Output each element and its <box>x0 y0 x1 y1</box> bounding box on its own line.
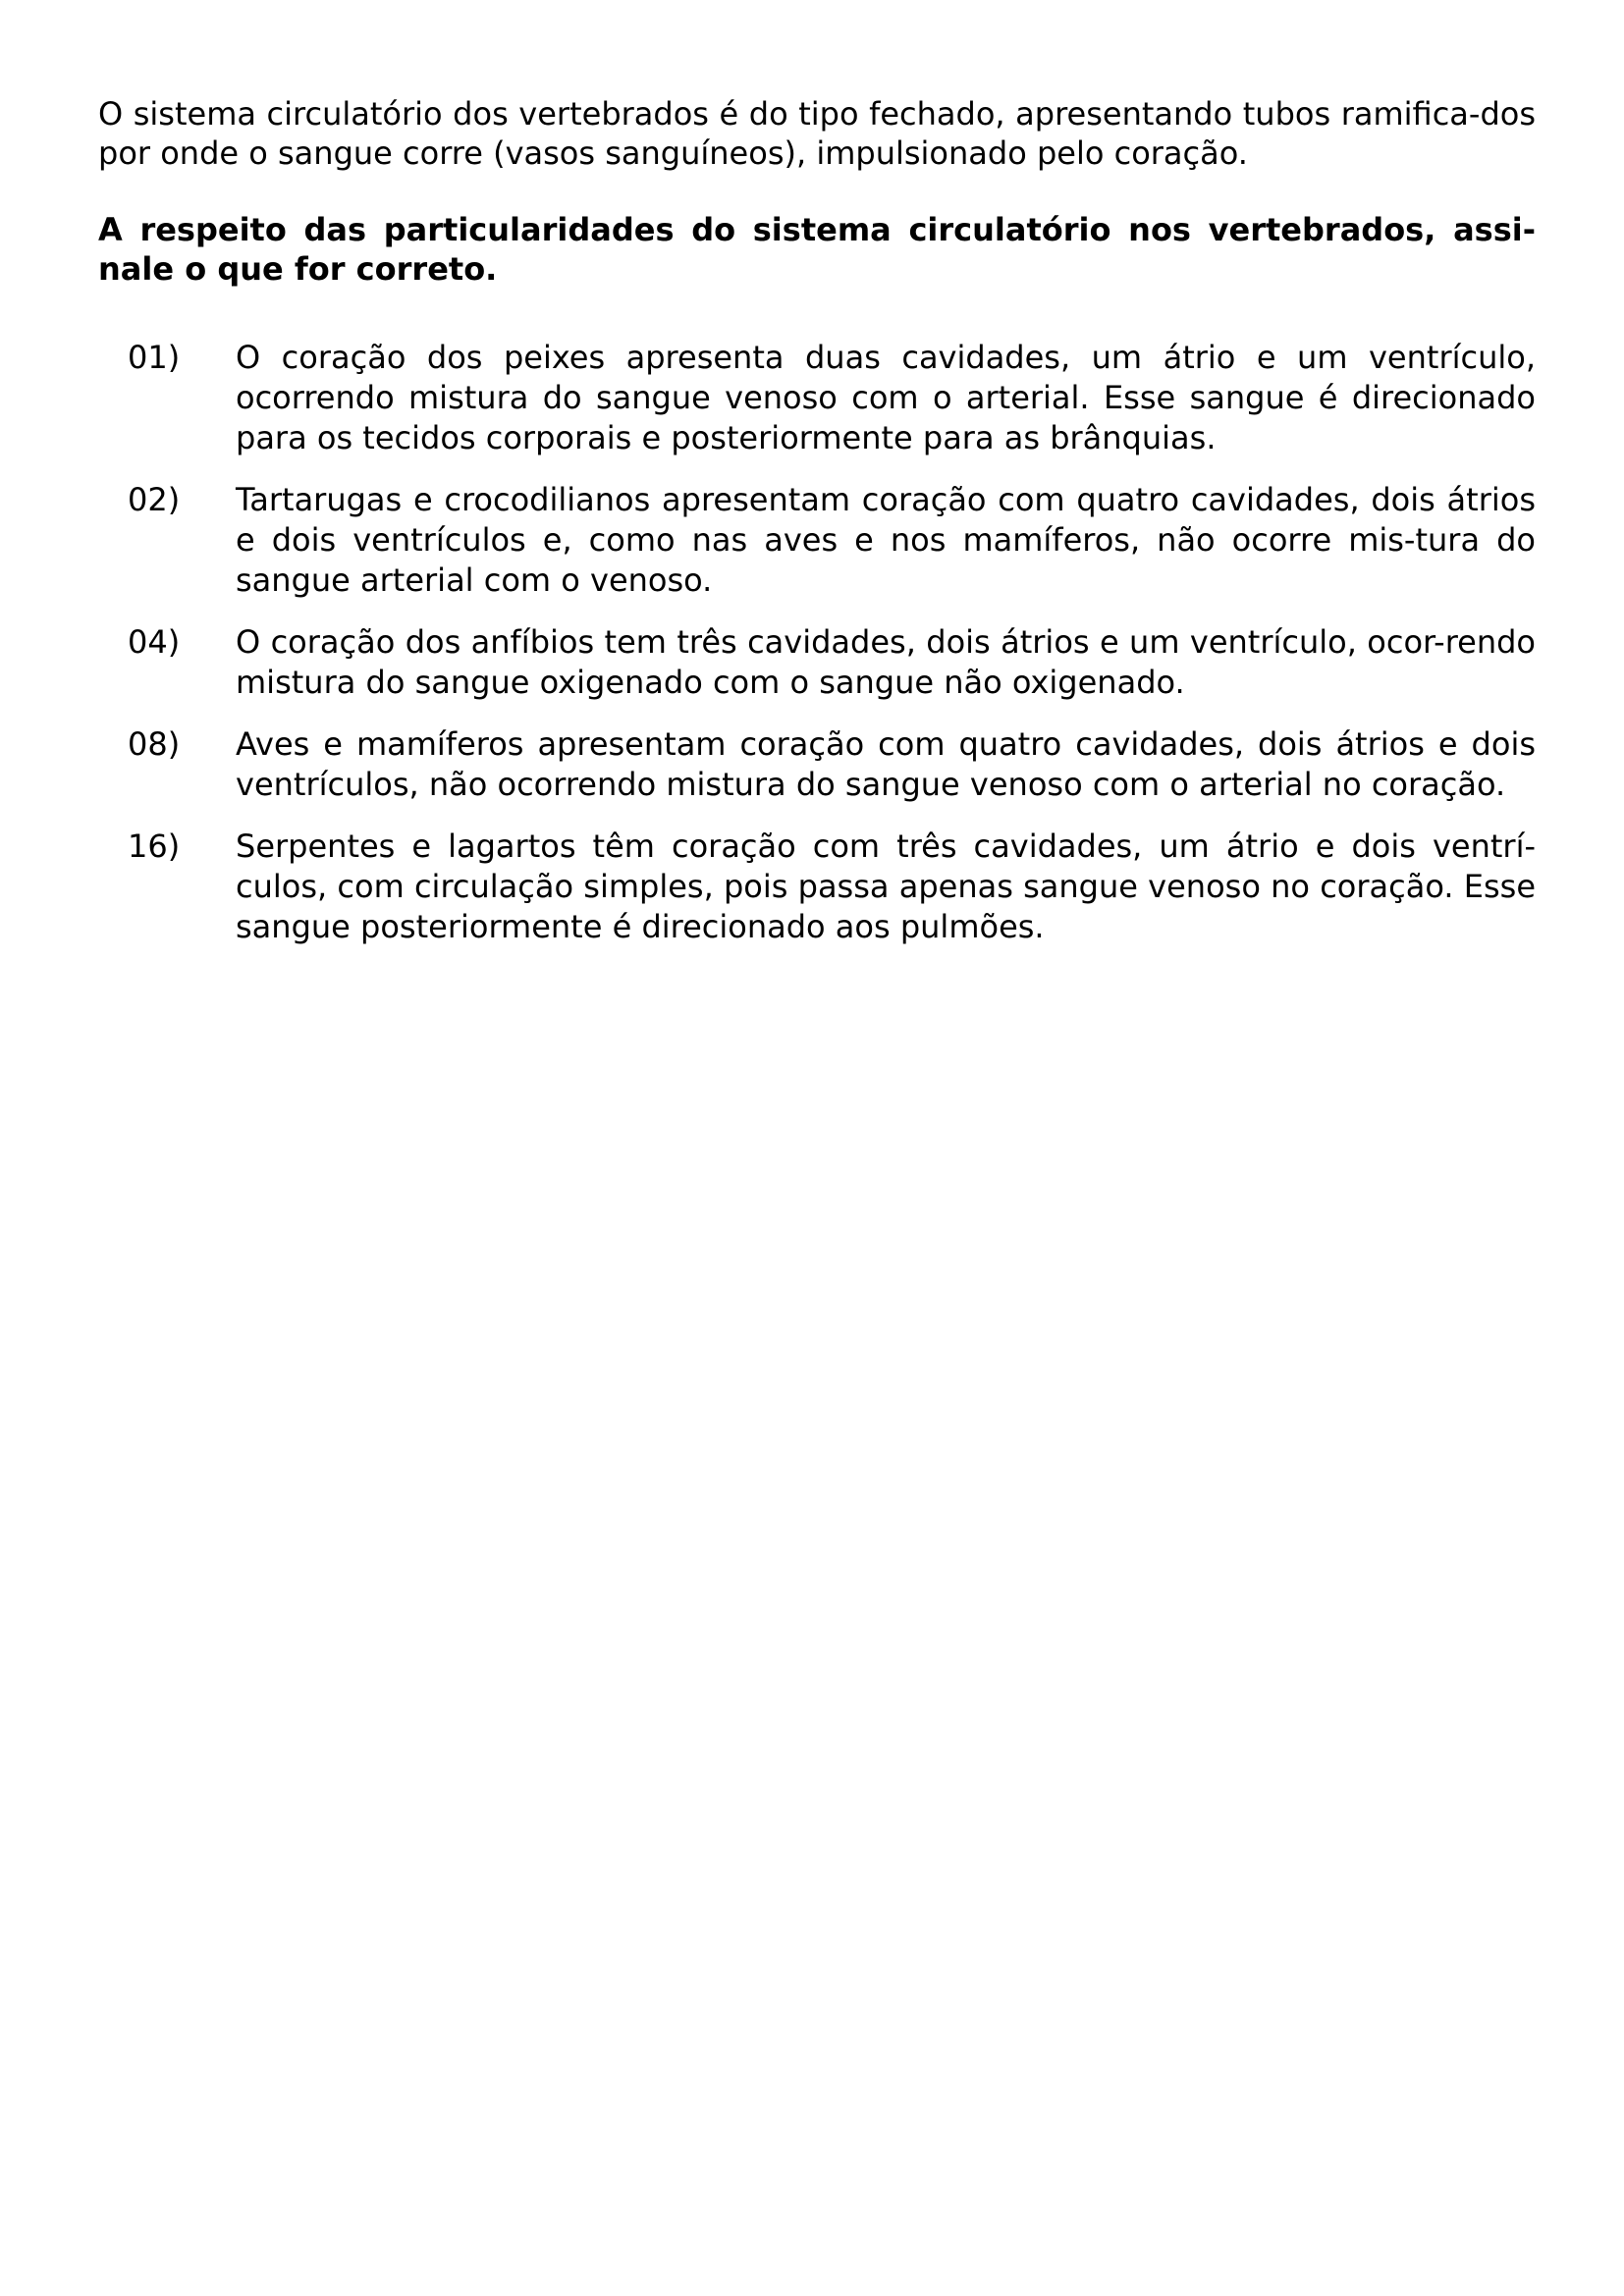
option-number: 02) <box>128 481 181 518</box>
option-text: Aves e mamíferos apresentam coração com quatro cavidades, dois átrios e dois ventrículos, não ocorrendo mistura do sangue venoso com o arterial no coração. <box>236 725 1536 803</box>
option-text: Serpentes e lagartos têm coração com três cavidades, um átrio e dois ventrí-culos, com circulação simples, pois passa apenas sangue venoso no coração. Esse sangue posteriormente é direcionado aos pulmões. <box>236 828 1536 945</box>
option-02 <box>98 480 1536 601</box>
option-16 <box>98 827 1536 947</box>
option-08 <box>98 724 1536 805</box>
option-number: 04) <box>128 623 181 661</box>
option-text: O coração dos anfíbios tem três cavidades, dois átrios e um ventrículo, ocor-rendo mistura do sangue oxigenado com o sangue não oxigenado. <box>236 623 1536 701</box>
option-number: 01) <box>128 339 181 376</box>
question-content <box>98 94 1536 969</box>
option-01 <box>98 338 1536 458</box>
option-04 <box>98 622 1536 703</box>
option-number: 08) <box>128 725 181 763</box>
question-instruction: A respeito das particularidades do sistema circulatório nos vertebrados, assi-nale o que for correto. <box>98 211 1536 288</box>
option-text: Tartarugas e crocodilianos apresentam coração com quatro cavidades, dois átrios e dois ventrículos e, como nas aves e nos mamíferos, não ocorre mis-tura do sangue arterial com o venoso. <box>236 481 1536 599</box>
option-text: O coração dos peixes apresenta duas cavidades, um átrio e um ventrículo, ocorrendo mistura do sangue venoso com o arterial. Esse sangue é direcionado para os tecidos corporais e posteriormente para as brânquias. <box>236 339 1536 456</box>
option-number: 16) <box>128 828 181 865</box>
options-list <box>98 338 1536 947</box>
intro-paragraph: O sistema circulatório dos vertebrados é do tipo fechado, apresentando tubos ramifica-dos por onde o sangue corre (vasos sanguíneos), impulsionado pelo coração. <box>98 95 1536 172</box>
